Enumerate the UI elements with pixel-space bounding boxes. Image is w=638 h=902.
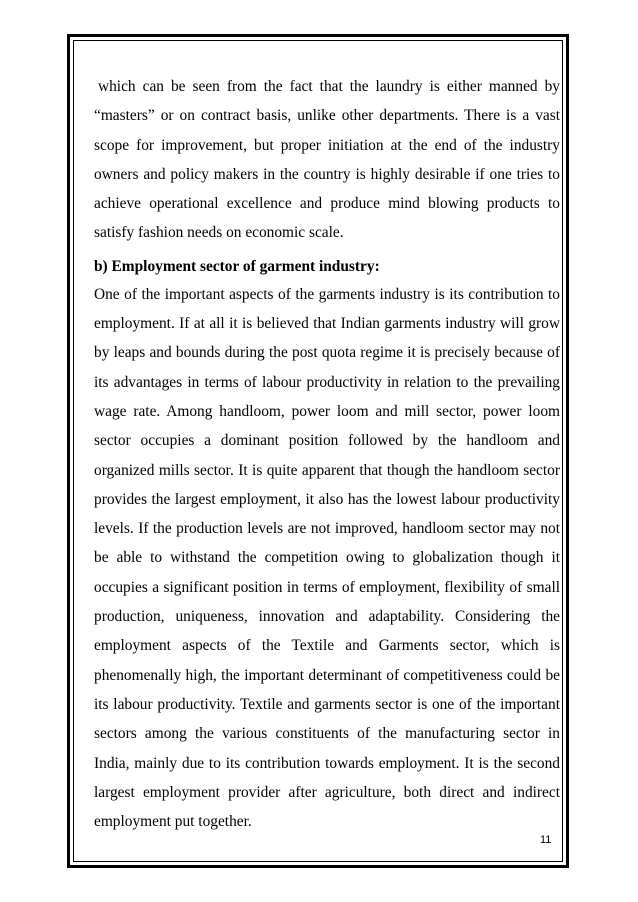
page-content [94,72,560,836]
body-paragraph-continued: which can be seen from the fact that the laundry is either manned by “masters” or on contract basis, unlike other departments. There is a vast scope for improvement, but proper initiation at the end of the industry owners and policy makers in the country is highly desirable if one tries to achieve operational excellence and produce mind blowing products to satisfy fashion needs on economic scale. [94,78,560,242]
section-heading: b) Employment sector of garment industry: [94,257,380,275]
body-paragraph-employment: One of the important aspects of the garments industry is its contribution to employment. If at all it is believed that Indian garments industry will grow by leaps and bounds during the post quota regime it is precisely because of its advantages in terms of labour productivity in relation to the prevailing wage rate. Among handloom, power loom and mill sector, power loom sector occupies a dominant position followed by the handloom and organized mills sector. It is quite apparent that though the handloom sector provides the largest employment, it also has the lowest labour productivity levels. If the production levels are not improved, handloom sector may not be able to withstand the competition owing to globalization though it occupies a significant position in terms of employment, flexibility of small production, uniqueness, innovation and adaptability. Considering the employment aspects of the Textile and Garments sector, which is phenomenally high, the important determinant of competitiveness could be its labour productivity. Textile and garments sector is one of the important sectors among the various constituents of the manufacturing sector in India, mainly due to its contribution towards employment. It is the second largest employment provider after agriculture, both direct and indirect employment put together. [94,285,560,831]
page-number: 11 [540,834,552,846]
